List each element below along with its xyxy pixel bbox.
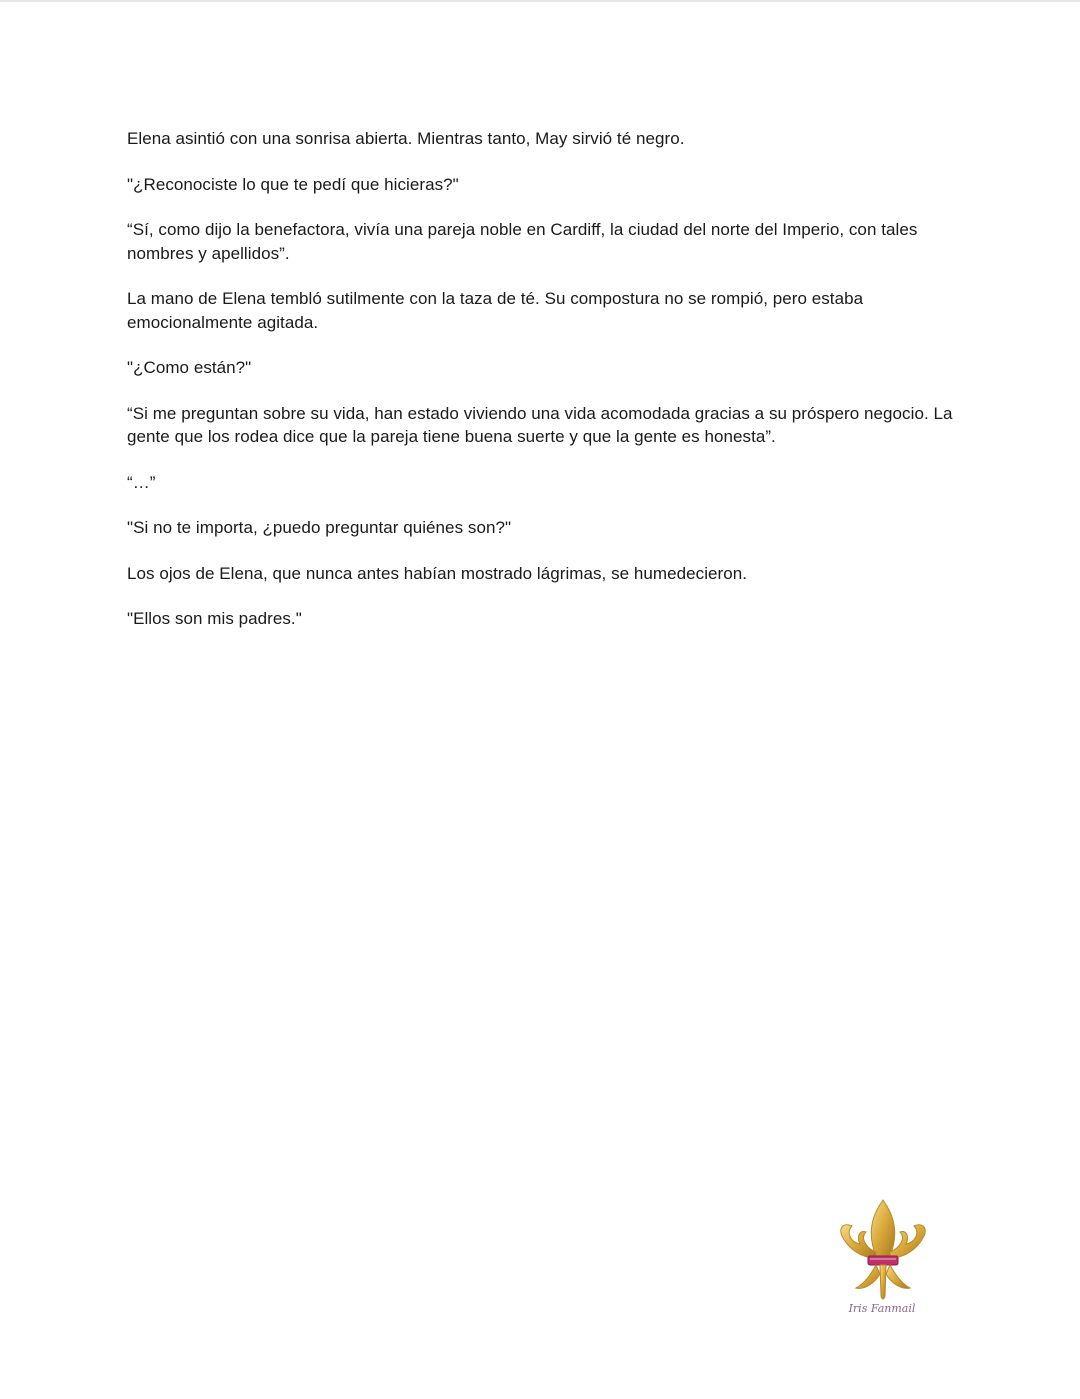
paragraph: "¿Reconociste lo que te pedí que hicieras?" xyxy=(127,174,459,194)
document-body xyxy=(127,127,957,653)
paragraph: “Sí, como dijo la benefactora, vivía una pareja noble en Cardiff, la ciudad del norte del Imperio, con tales nombres y apellidos”. xyxy=(127,220,918,263)
watermark-signature: Iris Fanmail xyxy=(848,1302,916,1315)
paragraph: "Ellos son mis padres." xyxy=(127,609,302,628)
paragraph: Los ojos de Elena, que nunca antes habían mostrado lágrimas, se humedecieron. xyxy=(127,563,748,583)
paragraph: “…” xyxy=(127,472,156,492)
page-top-border xyxy=(0,0,1080,2)
fleur-de-lis-icon xyxy=(830,1196,936,1306)
paragraph: "Si no te importa, ¿puedo preguntar quiénes son?" xyxy=(127,518,512,537)
paragraph: Elena asintió con una sonrisa abierta. Mientras tanto, May sirvió té negro. xyxy=(127,129,685,148)
paragraph: “Si me preguntan sobre su vida, han estado viviendo una vida acomodada gracias a su próspero negocio. La gente que los rodea dice que la pareja tiene buena suerte y que la gente es honesta”. xyxy=(127,403,953,446)
paragraph: "¿Como están?" xyxy=(127,358,252,377)
paragraph: La mano de Elena tembló sutilmente con la taza de té. Su compostura no se rompió, pero estaba emocionalmente agitada. xyxy=(127,289,864,332)
